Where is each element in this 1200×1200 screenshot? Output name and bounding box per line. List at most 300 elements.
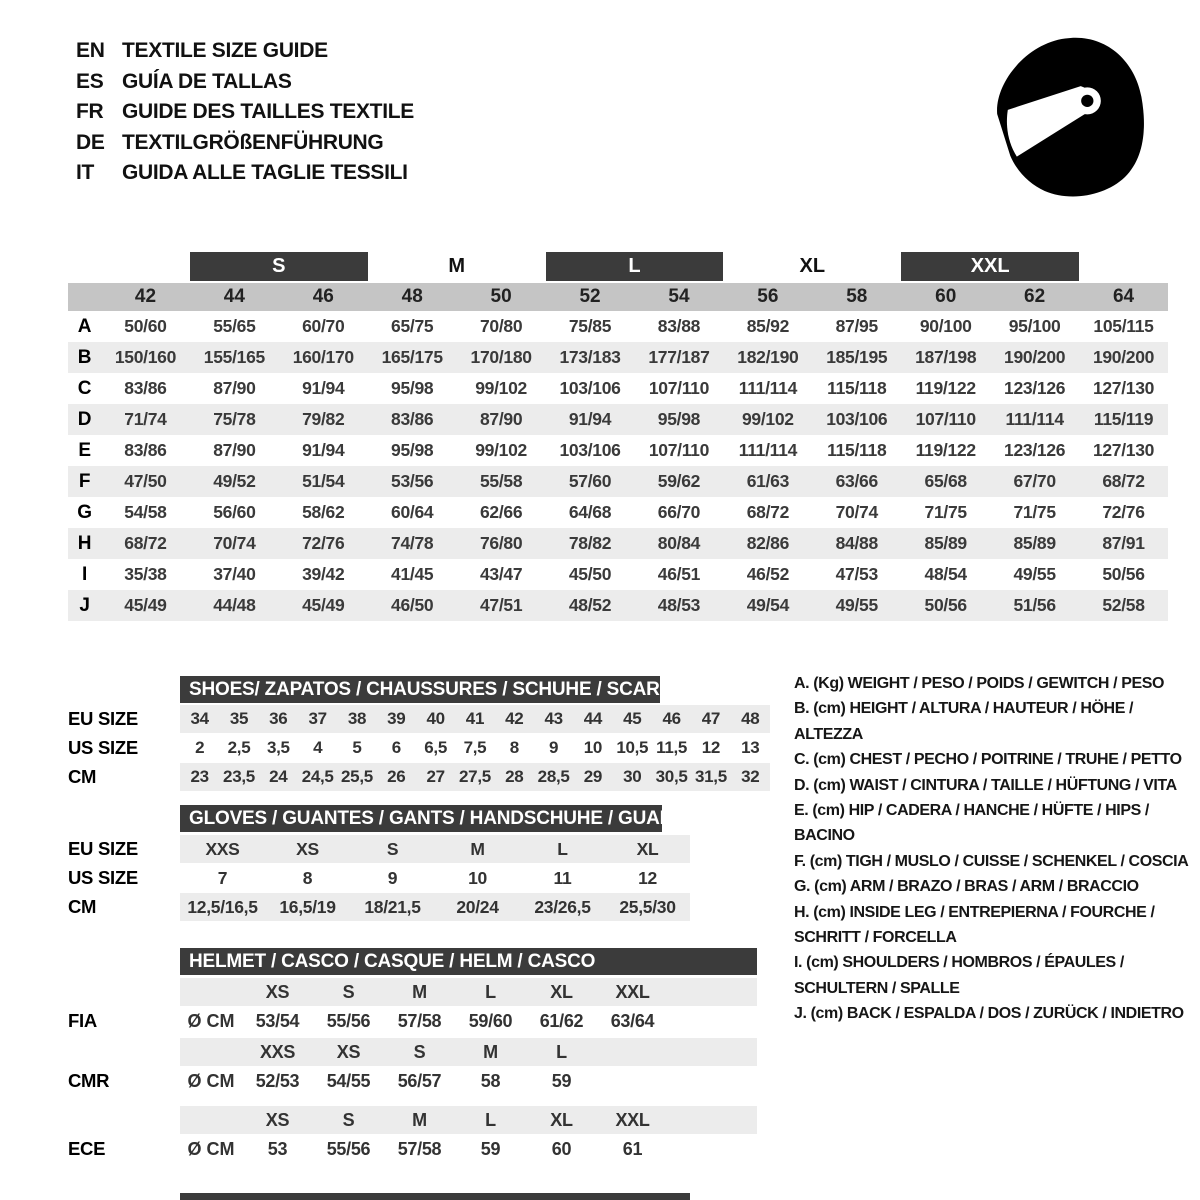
numeric-size: 50 xyxy=(490,286,512,307)
measure-row-b xyxy=(68,342,1168,373)
shoes-value: 35 xyxy=(229,709,249,728)
size-value: 115/118 xyxy=(827,440,887,460)
size-value: 70/74 xyxy=(835,502,878,522)
helmet-size-label: L xyxy=(556,1041,567,1062)
shoes-value: 2,5 xyxy=(227,738,251,757)
shoes-value: 5 xyxy=(352,738,362,757)
shoes-row-label: US SIZE xyxy=(68,737,138,758)
size-value: 185/195 xyxy=(826,347,888,367)
helmet-size-table xyxy=(68,948,757,1164)
size-value: 41/45 xyxy=(391,564,434,584)
row-label: G xyxy=(77,501,92,523)
size-value: 91/94 xyxy=(568,409,612,429)
size-value: 49/54 xyxy=(746,595,790,615)
size-value: 170/180 xyxy=(470,347,532,367)
shoes-value: 28 xyxy=(505,767,524,786)
size-value: 87/90 xyxy=(479,409,523,429)
language-title: GUIDE DES TAILLES TEXTILE xyxy=(122,100,414,123)
measure-row-g xyxy=(68,497,1168,528)
size-value: 115/119 xyxy=(1093,409,1154,429)
size-value: 127/130 xyxy=(1092,378,1155,398)
shoes-value: 31,5 xyxy=(694,767,727,786)
size-value: 85/92 xyxy=(746,316,790,336)
helmet-sizes-row-cmr xyxy=(68,1038,757,1066)
shoes-value: 43 xyxy=(544,709,563,728)
helmet-size-label: S xyxy=(413,1041,426,1062)
size-value: 47/50 xyxy=(124,471,167,491)
shoes-value: 47 xyxy=(701,709,721,728)
legend-item-c: C. (cm) CHEST / PECHO / POITRINE / TRUHE / PETTO xyxy=(794,751,1182,769)
helmet-size-value: 53 xyxy=(267,1138,288,1159)
shoes-value: 3,5 xyxy=(266,738,290,757)
helmet-size-label: XL xyxy=(550,1109,573,1130)
shoes-value: 46 xyxy=(662,709,681,728)
helmet-size-value: 57/58 xyxy=(397,1138,442,1159)
size-value: 65/75 xyxy=(391,316,434,336)
size-value: 68/72 xyxy=(746,502,790,522)
helmet-unit-label: Ø CM xyxy=(187,1138,235,1159)
helmet-size-label: XXS xyxy=(259,1041,296,1062)
size-value: 173/183 xyxy=(559,347,621,367)
shoes-value: 10,5 xyxy=(616,738,649,757)
size-value: 72/76 xyxy=(302,533,345,553)
size-value: 45/49 xyxy=(124,595,167,615)
textile-size-table xyxy=(68,252,1168,621)
size-value: 49/55 xyxy=(1013,564,1056,584)
legend-item-e: E. (cm) HIP / CADERA / HANCHE / HÜFTE / HIPS / BACINO xyxy=(794,802,1149,845)
shoes-value: 41 xyxy=(465,709,485,728)
shoes-value: 4 xyxy=(313,738,323,757)
size-value: 59/62 xyxy=(657,471,701,491)
size-value: 52/58 xyxy=(1102,595,1145,615)
helmet-size-value: 59 xyxy=(480,1138,501,1159)
size-group-s: S xyxy=(190,252,368,281)
size-value: 56/60 xyxy=(213,502,256,522)
row-label: J xyxy=(79,594,90,616)
size-value: 91/94 xyxy=(302,440,345,460)
gloves-value: 20/24 xyxy=(456,896,499,917)
shoes-value: 38 xyxy=(347,709,367,728)
gloves-value: XXS xyxy=(205,838,240,859)
helmet-size-value: 56/57 xyxy=(397,1070,442,1091)
shoes-value: 28,5 xyxy=(537,767,570,786)
helmet-size-value: 63/64 xyxy=(610,1010,655,1031)
size-value: 71/75 xyxy=(1013,502,1056,522)
shoes-value: 36 xyxy=(269,709,288,728)
size-group-xl: XL xyxy=(799,255,826,277)
gloves-row-cm xyxy=(68,893,690,921)
measure-row-j xyxy=(68,590,1168,621)
helmet-size-value: 53/54 xyxy=(255,1010,300,1031)
language-code: ES xyxy=(76,69,104,93)
shoes-value: 25,5 xyxy=(341,767,373,786)
size-value: 79/82 xyxy=(302,409,345,429)
legend-item-f: F. (cm) TIGH / MUSLO / CUISSE / SCHENKEL / COSCIA xyxy=(794,852,1189,870)
helmet-size-label: XS xyxy=(265,981,290,1002)
language-row xyxy=(76,36,414,67)
gloves-value: 7 xyxy=(217,867,228,888)
size-value: 83/86 xyxy=(124,440,167,460)
shoes-value: 9 xyxy=(549,738,559,757)
language-title-block xyxy=(76,36,414,189)
size-value: 83/86 xyxy=(124,378,167,398)
helmet-size-label: L xyxy=(485,1109,496,1130)
gloves-section-title: GLOVES / GUANTES / GANTS / HANDSCHUHE / GUANTI xyxy=(180,805,662,832)
size-value: 62/66 xyxy=(479,502,523,522)
size-value: 57/60 xyxy=(568,471,612,491)
helmet-size-value: 57/58 xyxy=(397,1010,442,1031)
row-label: E xyxy=(78,439,91,461)
size-group-m: M xyxy=(448,255,465,277)
helmet-values-row-ece xyxy=(68,1134,757,1164)
shoes-value: 6,5 xyxy=(424,738,447,757)
gloves-gutter-spacer xyxy=(68,805,180,832)
gloves-value: 12 xyxy=(638,867,657,888)
size-value: 87/95 xyxy=(835,316,878,336)
size-value: 46/51 xyxy=(657,564,701,584)
size-value: 123/126 xyxy=(1004,440,1066,460)
helmet-size-value: 61/62 xyxy=(539,1010,584,1031)
shoes-value: 24,5 xyxy=(301,767,334,786)
size-value: 51/54 xyxy=(302,471,345,491)
helmet-gutter-spacer xyxy=(68,948,180,975)
numeric-size: 42 xyxy=(134,286,157,307)
shoes-value: 27,5 xyxy=(459,767,491,786)
helmet-size-label: M xyxy=(412,1109,427,1130)
helmet-standard-label: FIA xyxy=(68,1010,97,1031)
shoes-row-label: EU SIZE xyxy=(68,708,138,729)
size-value: 187/198 xyxy=(915,347,977,367)
size-value: 82/86 xyxy=(746,533,790,553)
helmet-size-label: XL xyxy=(550,981,573,1002)
gloves-value: M xyxy=(470,838,485,859)
size-value: 75/85 xyxy=(568,316,612,336)
measure-row-a xyxy=(68,311,1168,342)
size-value: 115/118 xyxy=(827,378,887,398)
shoes-row-label: CM xyxy=(68,766,97,787)
shoes-value: 44 xyxy=(583,709,603,728)
helmet-standard-label: ECE xyxy=(68,1138,106,1159)
size-value: 78/82 xyxy=(568,533,612,553)
size-value: 111/114 xyxy=(1005,409,1064,429)
helmet-size-label: XXL xyxy=(615,1109,650,1130)
helmet-section-title: HELMET / CASCO / CASQUE / HELM / CASCO xyxy=(180,948,757,975)
shoes-cells xyxy=(180,705,770,733)
shoes-value: 40 xyxy=(426,709,445,728)
helmet-values-row-cmr xyxy=(68,1066,757,1096)
shoes-value: 26 xyxy=(387,767,406,786)
language-row xyxy=(76,158,414,189)
shoes-value: 42 xyxy=(505,709,524,728)
shoes-value: 30 xyxy=(623,767,642,786)
size-value: 87/91 xyxy=(1102,533,1145,553)
size-value: 37/40 xyxy=(213,564,256,584)
helmet-unit-label: Ø CM xyxy=(187,1010,235,1031)
size-value: 43/47 xyxy=(479,564,523,584)
measure-row-c xyxy=(68,373,1168,404)
legend-item-h: H. (cm) INSIDE LEG / ENTREPIERNA / FOURCHE / SCHRITT / FORCELLA xyxy=(794,903,1155,947)
helmet-size-label: L xyxy=(485,981,496,1002)
size-value: 111/114 xyxy=(738,440,797,460)
language-row xyxy=(76,97,414,128)
gloves-value: 9 xyxy=(387,867,398,888)
size-value: 48/54 xyxy=(924,564,967,584)
gloves-value: XS xyxy=(296,838,319,859)
size-value: 99/102 xyxy=(475,378,527,398)
size-value: 55/65 xyxy=(213,316,256,336)
size-value: 119/122 xyxy=(915,378,976,398)
gloves-cells xyxy=(180,864,690,892)
shoes-value: 6 xyxy=(391,738,401,757)
shoes-value: 48 xyxy=(741,709,760,728)
numeric-size: 64 xyxy=(1112,286,1135,307)
size-value: 160/170 xyxy=(292,347,354,367)
size-value: 49/52 xyxy=(213,471,256,491)
size-value: 45/50 xyxy=(568,564,612,584)
size-value: 84/88 xyxy=(835,533,878,553)
gloves-size-table xyxy=(68,805,690,922)
helmet-sizes-row-ece xyxy=(68,1106,757,1134)
size-value: 182/190 xyxy=(737,347,799,367)
size-value: 165/175 xyxy=(381,347,443,367)
size-value: 63/66 xyxy=(835,471,878,491)
size-value: 72/76 xyxy=(1102,502,1145,522)
helmet-size-value: 60 xyxy=(551,1138,572,1159)
shoes-value: 39 xyxy=(387,709,406,728)
helmet-size-label: S xyxy=(342,1109,355,1130)
gloves-value: XL xyxy=(636,838,659,859)
shoes-value: 45 xyxy=(623,709,642,728)
size-value: 85/89 xyxy=(1013,533,1056,553)
helmet-standard-label: CMR xyxy=(68,1070,110,1091)
helmet-size-header-cells xyxy=(180,1106,757,1134)
numeric-size: 56 xyxy=(757,286,779,307)
helmet-size-label: M xyxy=(483,1041,498,1062)
helmet-value-cells xyxy=(180,1066,757,1096)
row-label: F xyxy=(78,470,91,492)
size-value: 47/53 xyxy=(835,564,878,584)
size-value: 50/60 xyxy=(124,316,167,336)
helmet-size-header-cells xyxy=(180,1038,757,1066)
size-value: 103/106 xyxy=(559,378,621,398)
size-value: 85/89 xyxy=(924,533,967,553)
measure-row-d xyxy=(68,404,1168,435)
shoes-value: 11,5 xyxy=(656,738,688,757)
helmet-size-label: S xyxy=(342,981,355,1002)
gloves-value: 11 xyxy=(553,867,572,888)
size-value: 64/68 xyxy=(568,502,612,522)
size-value: 103/106 xyxy=(826,409,888,429)
gloves-value: 8 xyxy=(302,867,313,888)
legend-item-j: J. (cm) BACK / ESPALDA / DOS / ZURÜCK / INDIETRO xyxy=(794,1005,1184,1023)
language-code: IT xyxy=(76,161,95,184)
size-value: 177/187 xyxy=(648,347,710,367)
helmet-value-cells xyxy=(180,1006,757,1036)
helmet-size-label: XXL xyxy=(615,981,650,1002)
helmet-sizes-row-fia xyxy=(68,978,757,1006)
size-value: 105/115 xyxy=(1093,316,1154,336)
shoes-value: 29 xyxy=(583,767,603,786)
size-value: 91/94 xyxy=(302,378,345,398)
numeric-size-row xyxy=(68,283,1168,311)
shoes-row-cm xyxy=(68,763,770,791)
size-value: 127/130 xyxy=(1092,440,1155,460)
helmet-unit-label: Ø CM xyxy=(187,1070,235,1091)
size-value: 45/49 xyxy=(302,595,345,615)
language-title: TEXTILE SIZE GUIDE xyxy=(122,39,328,62)
shoes-value: 23,5 xyxy=(223,767,255,786)
legend-item-b: B. (cm) HEIGHT / ALTURA / HAUTEUR / HÖHE / ALTEZZA xyxy=(794,700,1134,743)
helmet-size-value: 55/56 xyxy=(326,1010,371,1031)
language-title: GUÍA DE TALLAS xyxy=(122,69,292,93)
size-value: 55/58 xyxy=(479,471,523,491)
helmet-size-value: 52/53 xyxy=(255,1070,300,1091)
size-value: 95/98 xyxy=(391,378,434,398)
size-value: 54/58 xyxy=(124,502,167,522)
shoes-value: 8 xyxy=(509,738,519,757)
size-value: 46/50 xyxy=(391,595,434,615)
helmet-size-label: XS xyxy=(265,1109,290,1130)
row-label: H xyxy=(77,532,92,554)
shoes-value: 24 xyxy=(269,767,288,786)
gloves-row-label: US SIZE xyxy=(68,867,138,888)
size-value: 87/90 xyxy=(213,440,256,460)
size-value: 49/55 xyxy=(835,595,878,615)
size-value: 61/63 xyxy=(746,471,790,491)
language-row xyxy=(76,67,414,98)
size-value: 48/53 xyxy=(657,595,701,615)
size-value: 80/84 xyxy=(657,533,701,553)
size-value: 99/102 xyxy=(742,409,794,429)
size-value: 95/100 xyxy=(1008,316,1061,336)
gloves-row-label: CM xyxy=(68,896,97,917)
row-label: B xyxy=(77,346,92,368)
size-value: 68/72 xyxy=(1102,471,1145,491)
gloves-cells xyxy=(180,893,690,921)
size-value: 60/64 xyxy=(391,502,434,522)
shoes-cells xyxy=(180,734,770,762)
shoes-value: 30,5 xyxy=(655,767,688,786)
helmet-size-value: 59/60 xyxy=(468,1010,513,1031)
language-title: GUIDA ALLE TAGLIE TESSILI xyxy=(122,161,408,184)
gloves-value: S xyxy=(386,838,399,859)
size-value: 107/110 xyxy=(648,440,710,460)
gloves-cells xyxy=(180,835,690,863)
size-value: 46/52 xyxy=(746,564,790,584)
size-value: 155/165 xyxy=(203,347,265,367)
gloves-value: 23/26,5 xyxy=(534,896,591,917)
size-value: 123/126 xyxy=(1004,378,1066,398)
size-value: 70/74 xyxy=(213,533,256,553)
size-value: 83/88 xyxy=(657,316,701,336)
size-value: 83/86 xyxy=(391,409,434,429)
size-value: 107/110 xyxy=(915,409,976,429)
shoes-value: 7,5 xyxy=(463,738,487,757)
size-value: 50/56 xyxy=(1102,564,1145,584)
shoes-size-table xyxy=(68,676,770,792)
size-group-l: L xyxy=(546,252,724,281)
gloves-row-eu-size xyxy=(68,835,690,863)
shoes-value: 10 xyxy=(583,738,603,757)
helmet-size-value: 55/56 xyxy=(326,1138,371,1159)
size-value: 103/106 xyxy=(559,440,621,460)
size-value: 47/51 xyxy=(479,595,523,615)
size-value: 51/56 xyxy=(1013,595,1056,615)
gloves-value: 18/21,5 xyxy=(364,896,421,917)
size-value: 65/68 xyxy=(924,471,967,491)
size-value: 99/102 xyxy=(475,440,527,460)
size-value: 66/70 xyxy=(657,502,701,522)
size-value: 74/78 xyxy=(391,533,434,553)
gloves-value: 10 xyxy=(468,867,487,888)
shoes-value: 2 xyxy=(195,738,205,757)
numeric-size: 46 xyxy=(312,286,334,307)
size-value: 75/78 xyxy=(213,409,256,429)
size-value: 87/90 xyxy=(213,378,256,398)
size-group-xxl: XXL xyxy=(901,252,1079,281)
helmet-hdr-spacer xyxy=(68,1106,180,1134)
measure-row-h xyxy=(68,528,1168,559)
language-code: DE xyxy=(76,130,105,154)
shoes-value: 32 xyxy=(741,767,760,786)
size-value: 90/100 xyxy=(919,316,972,336)
size-value: 48/52 xyxy=(568,595,612,615)
size-value: 190/200 xyxy=(1004,347,1066,367)
row-label: C xyxy=(77,377,92,399)
gloves-value: 12,5/16,5 xyxy=(187,896,258,917)
size-value: 39/42 xyxy=(302,564,345,584)
helmet-size-value: 61 xyxy=(622,1138,643,1159)
helmet-size-label: M xyxy=(412,981,427,1002)
shoes-value: 12 xyxy=(701,738,721,757)
legend-item-a: A. (Kg) WEIGHT / PESO / POIDS / GEWITCH / PESO xyxy=(794,675,1165,692)
gloves-row-us-size xyxy=(68,864,690,892)
helmet-hdr-spacer xyxy=(68,978,180,1006)
numeric-size: 54 xyxy=(668,286,690,307)
size-value: 44/48 xyxy=(213,595,256,615)
measure-row-e xyxy=(68,435,1168,466)
size-value: 107/110 xyxy=(648,378,710,398)
shoes-gutter-spacer xyxy=(68,676,180,703)
shoes-value: 34 xyxy=(190,709,209,728)
size-value: 71/74 xyxy=(124,409,167,429)
helmet-size-value: 54/55 xyxy=(326,1070,371,1091)
language-title: TEXTILGRÖßENFÜHRUNG xyxy=(122,130,384,154)
helmet-value-cells xyxy=(180,1134,757,1164)
helmet-values-row-fia xyxy=(68,1006,757,1036)
shoes-value: 23 xyxy=(190,767,209,786)
size-value: 111/114 xyxy=(738,378,797,398)
legend-item-i: I. (cm) SHOULDERS / HOMBROS / ÉPAULES / SCHULTERN / SPALLE xyxy=(794,954,1124,997)
numeric-size: 60 xyxy=(935,286,957,307)
helmet-size-header-cells xyxy=(180,978,757,1006)
numeric-size: 48 xyxy=(401,286,423,307)
size-value: 95/98 xyxy=(391,440,434,460)
measure-row-f xyxy=(68,466,1168,497)
size-value: 76/80 xyxy=(479,533,523,553)
helmet-hdr-spacer xyxy=(68,1038,180,1066)
shoes-cells xyxy=(180,763,770,791)
shoes-value: 13 xyxy=(741,738,760,757)
gloves-value: L xyxy=(557,838,568,859)
size-value: 67/70 xyxy=(1013,471,1056,491)
numeric-size: 44 xyxy=(223,286,245,307)
size-value: 68/72 xyxy=(124,533,167,553)
helmet-size-value: 58 xyxy=(480,1070,501,1091)
shoes-row-eu-size xyxy=(68,705,770,733)
size-value: 150/160 xyxy=(114,347,177,367)
shoes-section-title: SHOES/ ZAPATOS / CHAUSSURES / SCHUHE / SCARPE xyxy=(180,676,660,703)
